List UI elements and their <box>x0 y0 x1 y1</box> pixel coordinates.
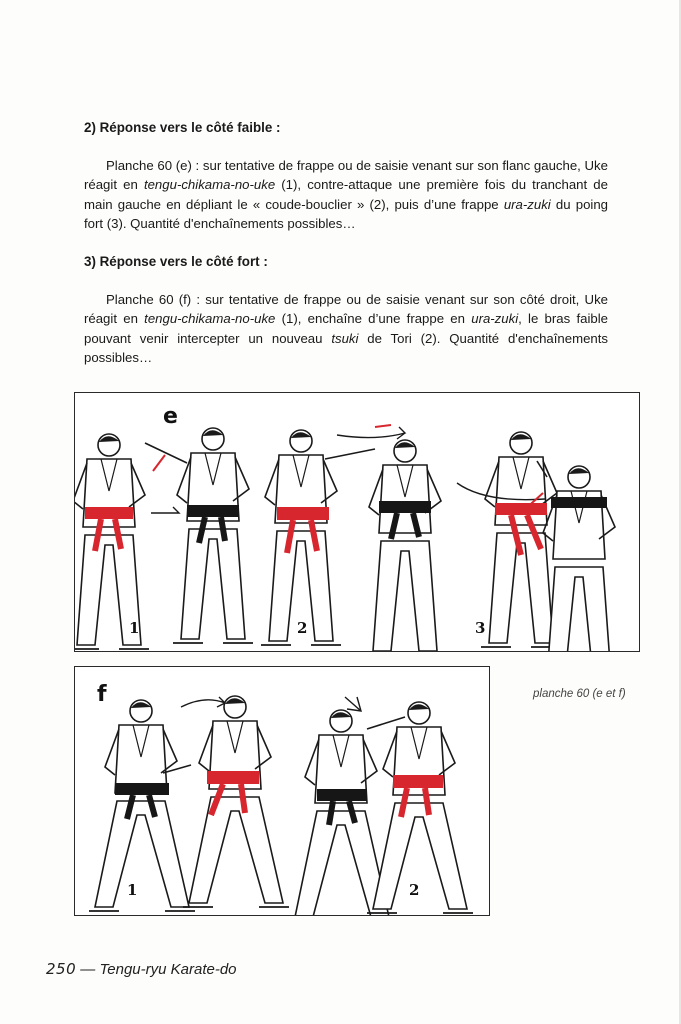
figure-e <box>74 392 640 652</box>
text-run: (1), contre-attaque une première fois du tranchant de main gauche en dépliant le « coude-bouclier » (2), puis d’une frappe <box>84 177 608 212</box>
text-run: tengu-chikama-no-uke <box>143 177 276 193</box>
page-footer <box>46 960 237 978</box>
figure-caption: planche 60 (e et f) <box>533 688 626 700</box>
figure-f-step-2-number: 2 <box>409 881 420 899</box>
footer-separator: — <box>76 961 100 978</box>
figure-f-step-1-art <box>89 696 289 911</box>
section-3 <box>84 252 608 368</box>
figure-e-step-1-number: 1 <box>129 619 140 637</box>
section-2-heading: 2) Réponse vers le côté faible : <box>84 120 281 135</box>
text-run: de Tori (2). Quantité d'enchaînements possibles… <box>84 330 608 366</box>
section-3-heading: 3) Réponse vers le côté fort : <box>84 254 268 269</box>
figure-e-step-2-art <box>261 425 445 651</box>
section-2-paragraph <box>84 156 608 234</box>
book-title: Tengu-ryu Karate-do <box>99 961 237 978</box>
figure-f-letter: f <box>97 682 107 707</box>
text-run: du poing fort (3). Quantité d'enchaînements possibles… <box>84 196 609 232</box>
figure-e-step-3-number: 3 <box>475 619 486 637</box>
figure-f <box>74 666 490 916</box>
section-3-paragraph <box>84 290 608 368</box>
figure-f-step-2-art <box>289 697 473 915</box>
page-number: 250 <box>46 960 77 978</box>
figure-f-step-1-number: 1 <box>127 881 138 899</box>
section-2 <box>84 118 608 234</box>
text-run: , le bras faible pouvant venir intercepter un nouveau <box>84 311 608 346</box>
text-run: Planche 60 (f) : sur tentative de frappe ou de saisie venant sur son côté droit, Uke réagit en <box>84 291 608 327</box>
figure-e-letter: e <box>163 404 178 429</box>
text-run: ura-zuki <box>503 196 551 212</box>
figure-e-step-1-art <box>75 428 253 649</box>
text-run: tengu-chikama-no-uke <box>144 311 276 327</box>
text-run: (1), enchaîne d’une frappe en <box>275 311 472 327</box>
figure-f-illustration <box>75 667 489 915</box>
figure-e-step-2-number: 2 <box>297 619 308 637</box>
text-run: ura-zuki <box>471 311 519 327</box>
text-run: tsuki <box>331 330 359 346</box>
figure-e-illustration <box>75 393 639 651</box>
text-run: Planche 60 (e) : sur tentative de frappe ou de saisie venant sur son flanc gauche, Uke réagit en <box>84 157 608 193</box>
